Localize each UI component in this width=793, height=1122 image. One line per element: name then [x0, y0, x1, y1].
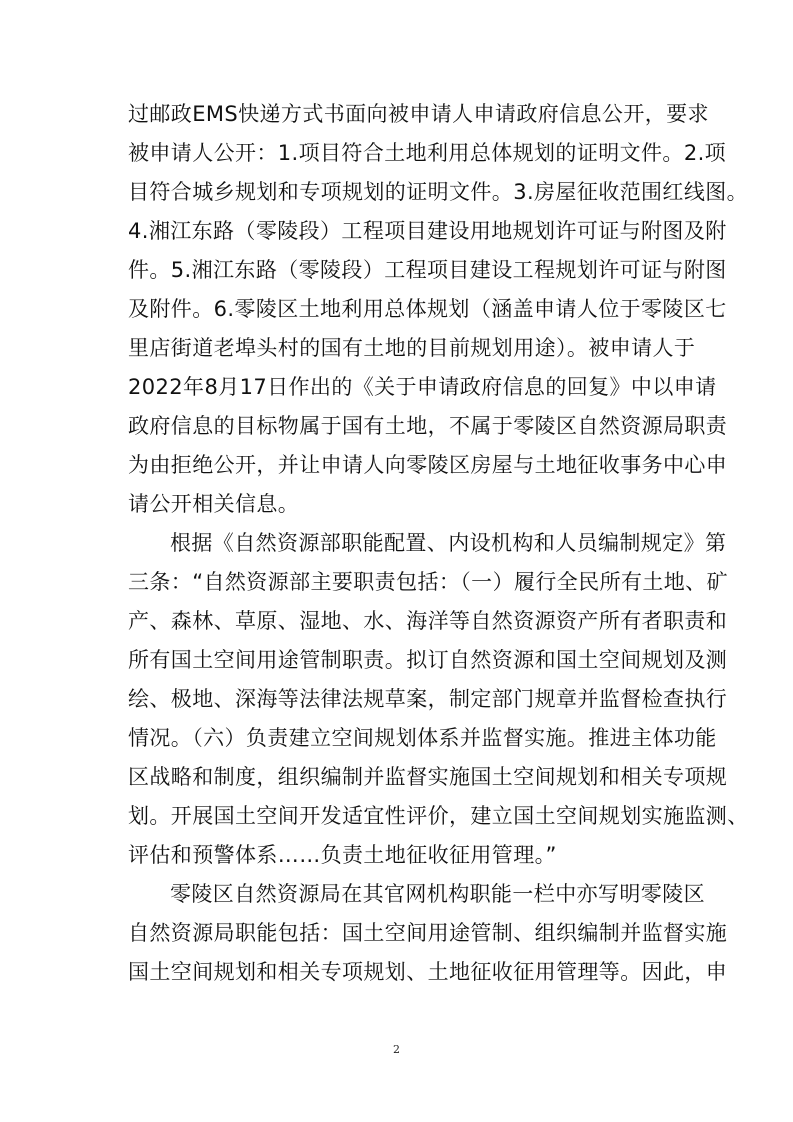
text-line: 情况。（六）负责建立空间规划体系并监督实施。推进主体功能 [128, 726, 717, 750]
text-line: 目符合城乡规划和专项规划的证明文件。3.房屋征收范围红线图。 [128, 180, 749, 204]
text-line: 政府信息的目标物属于国有土地，不属于零陵区自然资源局职责 [128, 414, 728, 438]
text-line: 区战略和制度，组织编制并监督实施国土空间规划和相关专项规 [128, 765, 728, 789]
text-line: 2022年8月17日作出的《关于申请政府信息的回复》中以申请 [128, 375, 717, 399]
text-line: 国土空间规划和相关专项规划、土地征收征用管理等。因此，申 [128, 960, 728, 984]
page-number: 2 [393, 1043, 400, 1056]
text-line: 零陵区自然资源局在其官网机构职能一栏中亦写明零陵区 [170, 882, 705, 906]
text-line: 过邮政EMS快递方式书面向被申请人申请政府信息公开，要求 [128, 102, 709, 126]
text-line: 评估和预警体系……负责土地征收征用管理。” [128, 843, 557, 867]
text-line: 被申请人公开：1.项目符合土地利用总体规划的证明文件。2.项 [128, 141, 727, 165]
text-line: 件。5.湘江东路（零陵段）工程项目建设工程规划许可证与附图 [128, 258, 727, 282]
text-line: 根据《自然资源部职能配置、内设机构和人员编制规定》第 [170, 531, 727, 555]
text-line: 里店街道老埠头村的国有土地的目前规划用途）。被申请人于 [128, 336, 696, 360]
text-line: 绘、极地、深海等法律法规草案，制定部门规章并监督检查执行 [128, 687, 728, 711]
text-line: 所有国土空间用途管制职责。拟订自然资源和国土空间规划及测 [128, 648, 728, 672]
text-line: 为由拒绝公开，并让申请人向零陵区房屋与土地征收事务中心申 [128, 453, 728, 477]
text-line: 产、森林、草原、湿地、水、海洋等自然资源资产所有者职责和 [128, 609, 728, 633]
body-text [128, 95, 749, 992]
text-line: 三条：“自然资源部主要职责包括：（一）履行全民所有土地、矿 [128, 570, 728, 594]
text-line: 及附件。6.零陵区土地利用总体规划（涵盖申请人位于零陵区七 [128, 297, 727, 321]
text-line: 4.湘江东路（零陵段）工程项目建设用地规划许可证与附图及附 [128, 219, 727, 243]
text-line: 划。开展国土空间开发适宜性评价，建立国土空间规划实施监测、 [128, 804, 749, 828]
text-line: 请公开相关信息。 [128, 492, 300, 516]
text-line: 自然资源局职能包括：国土空间用途管制、组织编制并监督实施 [128, 921, 728, 945]
